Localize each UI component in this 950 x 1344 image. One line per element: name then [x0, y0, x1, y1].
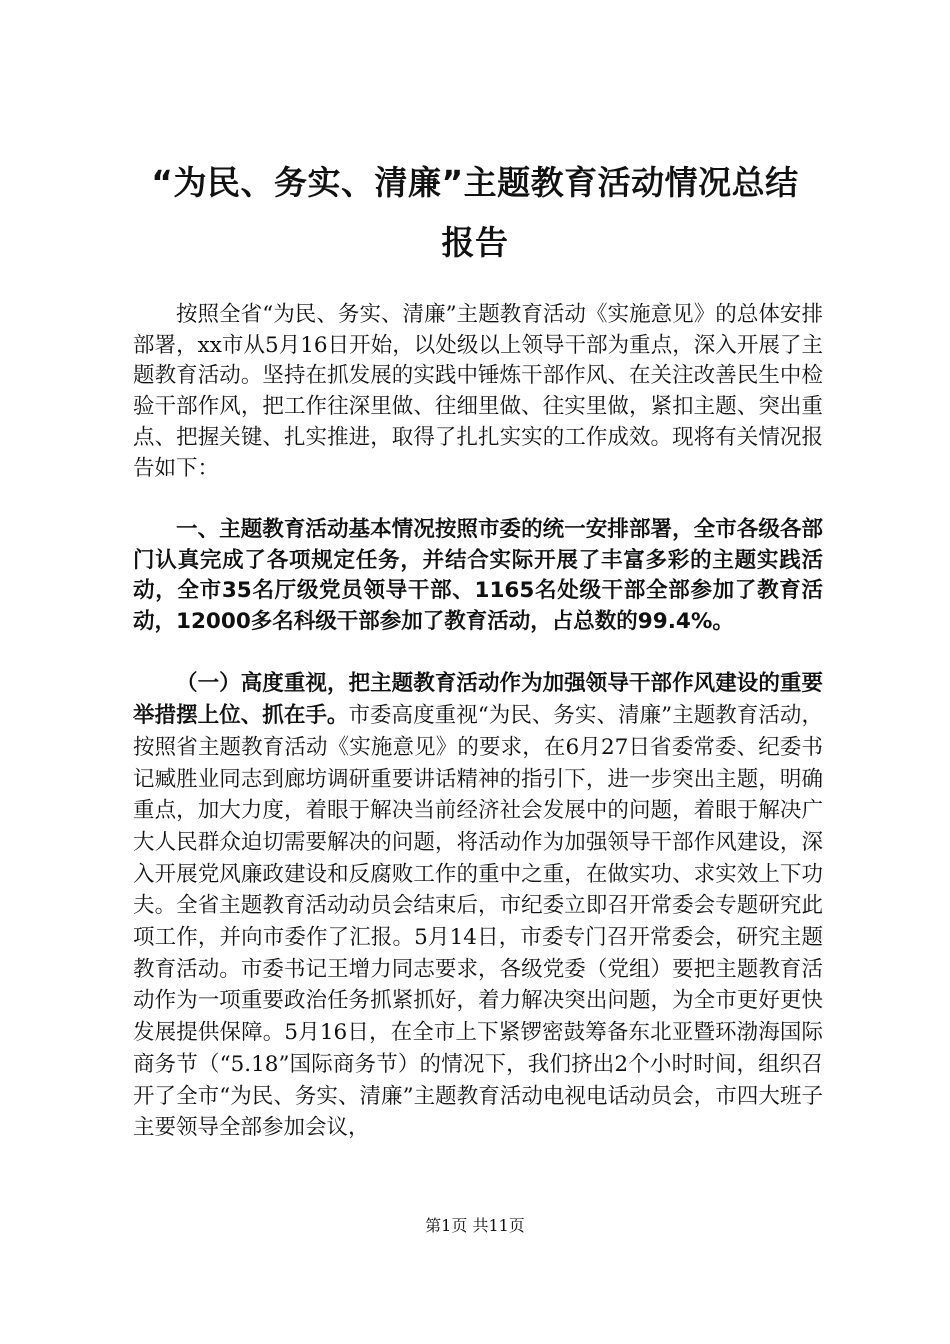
paragraph-intro: 按照全省“为民、务实、清廉”主题教育活动《实施意见》的总体安排部署，xx市从5月16日开始，以处级以上领导干部为重点，深入开展了主题教育活动。坚持在抓发展的实践中锤炼干部作风、在关注改善民生中检验干部作风，把工作往深里做、往细里做、往实里做，紧扣主题、突出重点、把握关键、扎实推进，取得了扎扎实实的工作成效。现将有关情况报告如下： — [133, 302, 823, 481]
paragraph-subsection-one — [133, 668, 823, 1144]
document-title-line-2: 报告 — [441, 223, 509, 262]
subsection-body: 市委高度重视“为民、务实、清廉”主题教育活动，按照省主题教育活动《实施意见》的要求，在6月27日省委常委、纪委书记臧胜业同志到廊坊调研重要讲话精神的指引下，进一步突出主题，明确重点，加大力度，着眼于解决当前经济社会发展中的问题，着眼于解决广大人民群众迫切需要解决的问题，将活动作为加强领导干部作风建设，深入开展党风廉政建设和反腐败工作的重中之重，在做实功、求实效上下功夫。全省主题教育活动动员会结束后，市纪委立即召开常委会专题研究此项工作，并向市委作了汇报。5月14日，市委专门召开常委会，研究主题教育活动。市委书记王增力同志要求，各级党委（党组）要把主题教育活动作为一项重要政治任务抓紧抓好，着力解决突出问题，为全市更好更快发展提供保障。5月16日，在全市上下紧锣密鼓筹备东北亚暨环渤海国际商务节（“5.18”国际商务节）的情况下，我们挤出2个小时时间，组织召开了全市“为民、务实、清廉”主题教育活动电视电话动员会，市四大班子主要领导全部参加会议， — [133, 703, 823, 1141]
subsection-heading: （一）高度重视，把主题教育活动作为加强领导干部作风建设的重要举措摆上位、抓在手。 — [133, 671, 823, 729]
page-footer: 第1页 共11页 — [425, 1216, 525, 1235]
paragraph-section-one: 一、主题教育活动基本情况按照市委的统一安排部署，全市各级各部门认真完成了各项规定任务，并结合实际开展了丰富多彩的主题实践活动，全市35名厅级党员领导干部、1165名处级干部全部参加了教育活动，12000多名科级干部参加了教育活动，占总数的99.4%。 — [133, 516, 823, 634]
document-body — [133, 300, 823, 1144]
document-title-line-1: “为民、务实、清廉”主题教育活动情况总结 — [151, 163, 799, 202]
